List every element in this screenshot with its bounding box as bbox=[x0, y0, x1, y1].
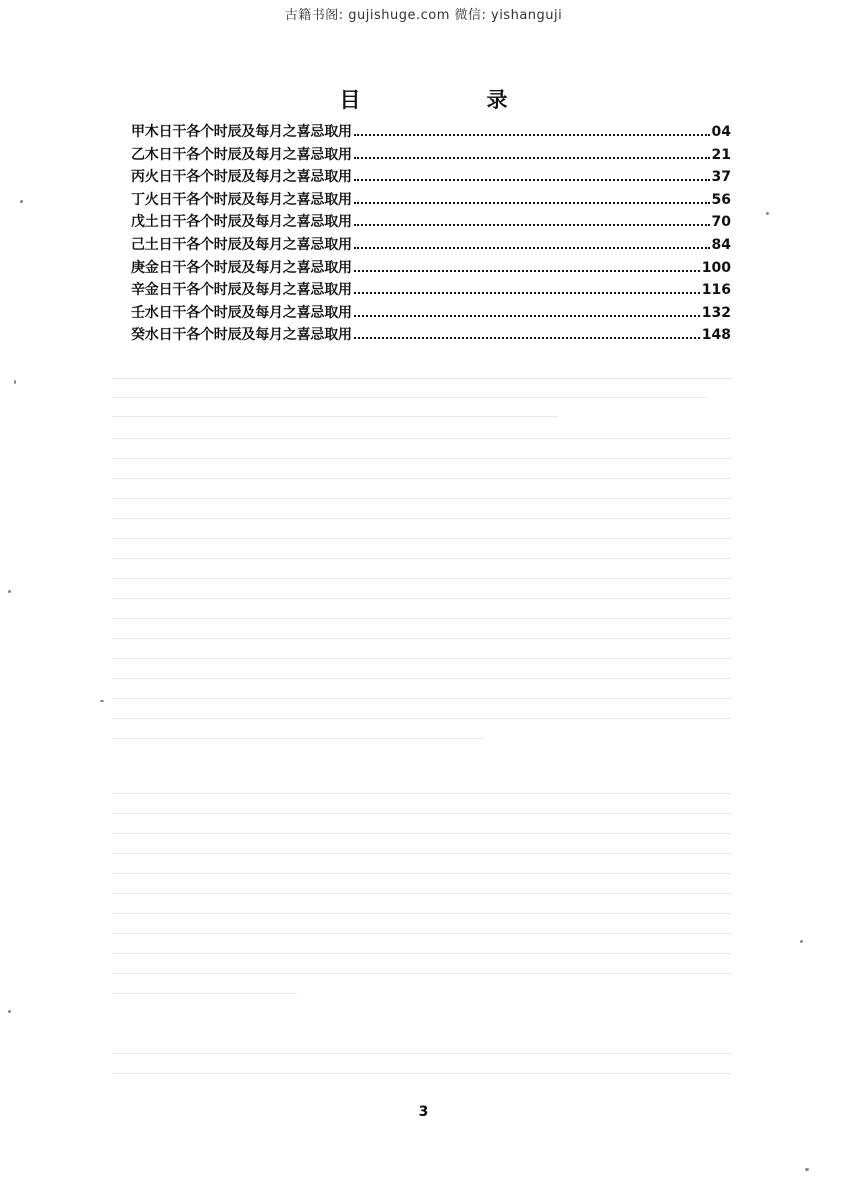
toc-entry-label: 丙火日干各个时辰及每月之喜忌取用 bbox=[131, 169, 352, 186]
toc-leader-dots bbox=[354, 315, 700, 317]
scan-speck bbox=[800, 940, 803, 943]
toc-entry[interactable] bbox=[131, 302, 731, 325]
toc-entry[interactable] bbox=[131, 279, 731, 302]
page-number: 3 bbox=[418, 1104, 429, 1120]
header-watermark: 古籍书阁: gujishuge.com 微信: yishanguji bbox=[284, 8, 563, 23]
toc-entry-label: 戊土日干各个时辰及每月之喜忌取用 bbox=[131, 214, 352, 231]
toc-entry-label: 辛金日干各个时辰及每月之喜忌取用 bbox=[131, 282, 352, 299]
page-title bbox=[0, 84, 847, 114]
toc-entry-page: 132 bbox=[701, 304, 731, 321]
title-char: 录 bbox=[486, 88, 508, 112]
toc-entry-page: 04 bbox=[711, 124, 731, 140]
toc-leader-dots bbox=[354, 157, 710, 159]
toc-entry[interactable] bbox=[131, 121, 731, 144]
toc-leader-dots bbox=[354, 134, 710, 136]
toc-leader-dots bbox=[354, 270, 700, 272]
toc-entry-page: 56 bbox=[711, 191, 731, 208]
toc-entry-label: 丁火日干各个时辰及每月之喜忌取用 bbox=[131, 191, 352, 208]
scan-speck bbox=[20, 200, 23, 203]
toc-entry[interactable] bbox=[131, 257, 731, 280]
toc-leader-dots bbox=[354, 179, 710, 181]
scan-speck bbox=[8, 1010, 11, 1013]
toc-entry[interactable] bbox=[131, 211, 731, 234]
toc-leader-dots bbox=[354, 247, 710, 249]
toc-leader-dots bbox=[354, 292, 700, 294]
scan-speck bbox=[766, 212, 769, 215]
toc-entry-label: 癸水日干各个时辰及每月之喜忌取用 bbox=[131, 327, 352, 344]
toc-entry[interactable] bbox=[131, 189, 731, 212]
toc-entry-label: 庚金日干各个时辰及每月之喜忌取用 bbox=[131, 259, 352, 276]
toc-entry-label: 壬水日干各个时辰及每月之喜忌取用 bbox=[131, 304, 352, 321]
scan-speck bbox=[100, 700, 104, 702]
scan-speck bbox=[8, 590, 11, 593]
toc-entry-label: 乙木日干各个时辰及每月之喜忌取用 bbox=[131, 146, 352, 163]
table-of-contents bbox=[131, 121, 731, 347]
scan-speck bbox=[805, 1168, 809, 1171]
toc-entry[interactable] bbox=[131, 144, 731, 167]
toc-leader-dots bbox=[354, 202, 710, 204]
toc-entry-page: 37 bbox=[711, 169, 731, 186]
toc-leader-dots bbox=[354, 337, 700, 339]
toc-entry[interactable] bbox=[131, 324, 731, 347]
show-through-texture bbox=[112, 430, 732, 770]
toc-entry[interactable] bbox=[131, 166, 731, 189]
toc-entry-label: 甲木日干各个时辰及每月之喜忌取用 bbox=[131, 124, 352, 140]
toc-entry-page: 70 bbox=[711, 214, 731, 231]
show-through-texture bbox=[112, 1045, 732, 1090]
toc-entry-page: 148 bbox=[701, 327, 731, 344]
toc-entry-page: 100 bbox=[701, 259, 731, 276]
scan-speck bbox=[14, 380, 16, 384]
show-through-texture bbox=[112, 785, 732, 1035]
toc-leader-dots bbox=[354, 224, 710, 226]
title-char: 目 bbox=[339, 88, 361, 112]
toc-entry-page: 116 bbox=[701, 282, 731, 299]
toc-entry-page: 84 bbox=[711, 236, 731, 253]
toc-entry-label: 己土日干各个时辰及每月之喜忌取用 bbox=[131, 236, 352, 253]
toc-entry[interactable] bbox=[131, 234, 731, 257]
toc-entry-page: 21 bbox=[711, 146, 731, 163]
